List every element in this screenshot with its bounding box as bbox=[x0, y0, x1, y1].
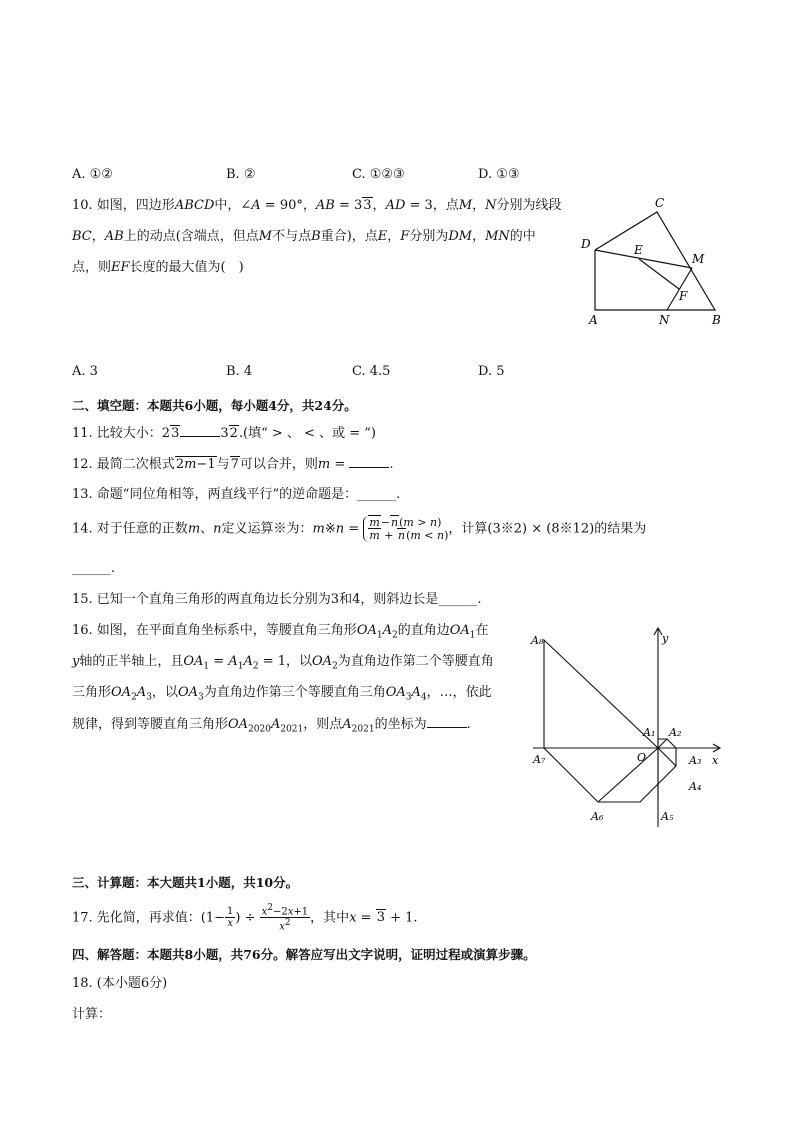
q9-option-c: C. ①②③ bbox=[352, 167, 405, 182]
spiral-outline bbox=[544, 640, 676, 802]
label-a5: A₅ bbox=[661, 810, 674, 823]
q10-option-d: D. 5 bbox=[478, 364, 505, 379]
segment-dm bbox=[595, 250, 692, 268]
q16-line2: y轴的正半轴上，且$OA_1 = A_1A_2 = 1$，以$OA_2$为直角边作第二个等腰直角 bbox=[72, 654, 494, 672]
label-a1: A₁ bbox=[643, 726, 656, 739]
label-a8: A₈ bbox=[531, 634, 544, 647]
label-d: D bbox=[581, 237, 591, 251]
label-a7: A₇ bbox=[533, 753, 546, 766]
q18-line2: 计算： bbox=[72, 1007, 112, 1022]
q17: 17. 先化简，再求值：(1− $\frac{1}{x}$ ) ÷ $\frac{x^2-2x+1}{x^2}$ ，其中x = 3 + 1. bbox=[72, 903, 418, 933]
q10-option-b: B. 4 bbox=[226, 364, 253, 379]
q9-option-a: A. ①② bbox=[72, 167, 113, 182]
q16-line1: 16. 如图，在平面直角坐标系中，等腰直角三角形$OA_1A_2$的直角边$OA_1$在 bbox=[72, 623, 489, 641]
label-b: B bbox=[712, 313, 721, 327]
q14-line1: 14. 对于任意的正数m、n定义运算※为：m※n = m−n(m > n) m + n(m < n) ，计算(3※2) × (8※12)的结果为 bbox=[72, 516, 647, 542]
q9-option-b: B. ② bbox=[226, 167, 256, 182]
label-a: A bbox=[589, 313, 598, 327]
q14-line2: ______. bbox=[72, 561, 116, 576]
q10-figure bbox=[575, 190, 735, 335]
segment-oa6 bbox=[598, 748, 658, 802]
q18-line1: 18. (本小题6分) bbox=[72, 976, 168, 991]
q10-line1: 10. 如图，四边形ABCD中，∠A = 90°，AB = 33，AD = 3，点M，N分别为线段 bbox=[72, 198, 562, 213]
q10-option-c: C. 4.5 bbox=[352, 364, 391, 379]
label-m: M bbox=[692, 252, 705, 266]
label-o: O bbox=[637, 751, 647, 764]
label-x: x bbox=[712, 754, 719, 767]
q10-option-a: A. 3 bbox=[72, 364, 98, 379]
label-a4: A₄ bbox=[689, 780, 702, 793]
segment-oa4 bbox=[658, 748, 676, 766]
label-a3: A₃ bbox=[689, 754, 702, 767]
label-f: F bbox=[679, 289, 688, 303]
segment-oa2 bbox=[658, 739, 667, 748]
q15: 15. 已知一个直角三角形的两直角边长分别为3和4，则斜边长是______. bbox=[72, 592, 482, 607]
q9-option-d: D. ①③ bbox=[478, 167, 520, 182]
q16-line3: 三角形$OA_2A_3$，以$OA_3$为直角边作第三个等腰直角三角$OA_3A_4$，…，依此 bbox=[72, 685, 492, 703]
label-c: C bbox=[655, 196, 665, 210]
label-a6: A₆ bbox=[591, 810, 604, 823]
q16-line4: 规律，得到等腰直角三角形$OA_{2020}A_{2021}$，则点$A_{2021}$的坐标为 . bbox=[72, 717, 471, 735]
section-4-heading: 四、解答题：本题共8小题，共76分。解答应写出文字说明，证明过程或演算步骤。 bbox=[72, 947, 536, 962]
section-2-heading: 二、填空题：本题共6小题，每小题4分，共24分。 bbox=[72, 398, 357, 413]
q12: 12. 最简二次根式2m−1与7可以合并，则m = . bbox=[72, 457, 394, 472]
q13: 13. 命题“同位角相等，两直线平行”的逆命题是：______. bbox=[72, 487, 401, 502]
segment-ef bbox=[639, 259, 679, 289]
label-a2: A₂ bbox=[669, 726, 682, 739]
label-e: E bbox=[634, 243, 643, 257]
label-y: y bbox=[662, 632, 669, 645]
q10-line2: BC，AB上的动点(含端点，但点M不与点B重合)，点E，F分别为DM，MN的中 bbox=[72, 229, 536, 244]
q11: 11. 比较大小：23 32.(填“ > 、 < 、或 = ”) bbox=[72, 426, 376, 441]
section-3-heading: 三、计算题：本大题共1小题，共10分。 bbox=[72, 875, 299, 890]
q10-line3: 点，则EF长度的最大值为( ) bbox=[72, 260, 244, 275]
q16-figure bbox=[525, 622, 735, 832]
label-n: N bbox=[659, 313, 670, 327]
